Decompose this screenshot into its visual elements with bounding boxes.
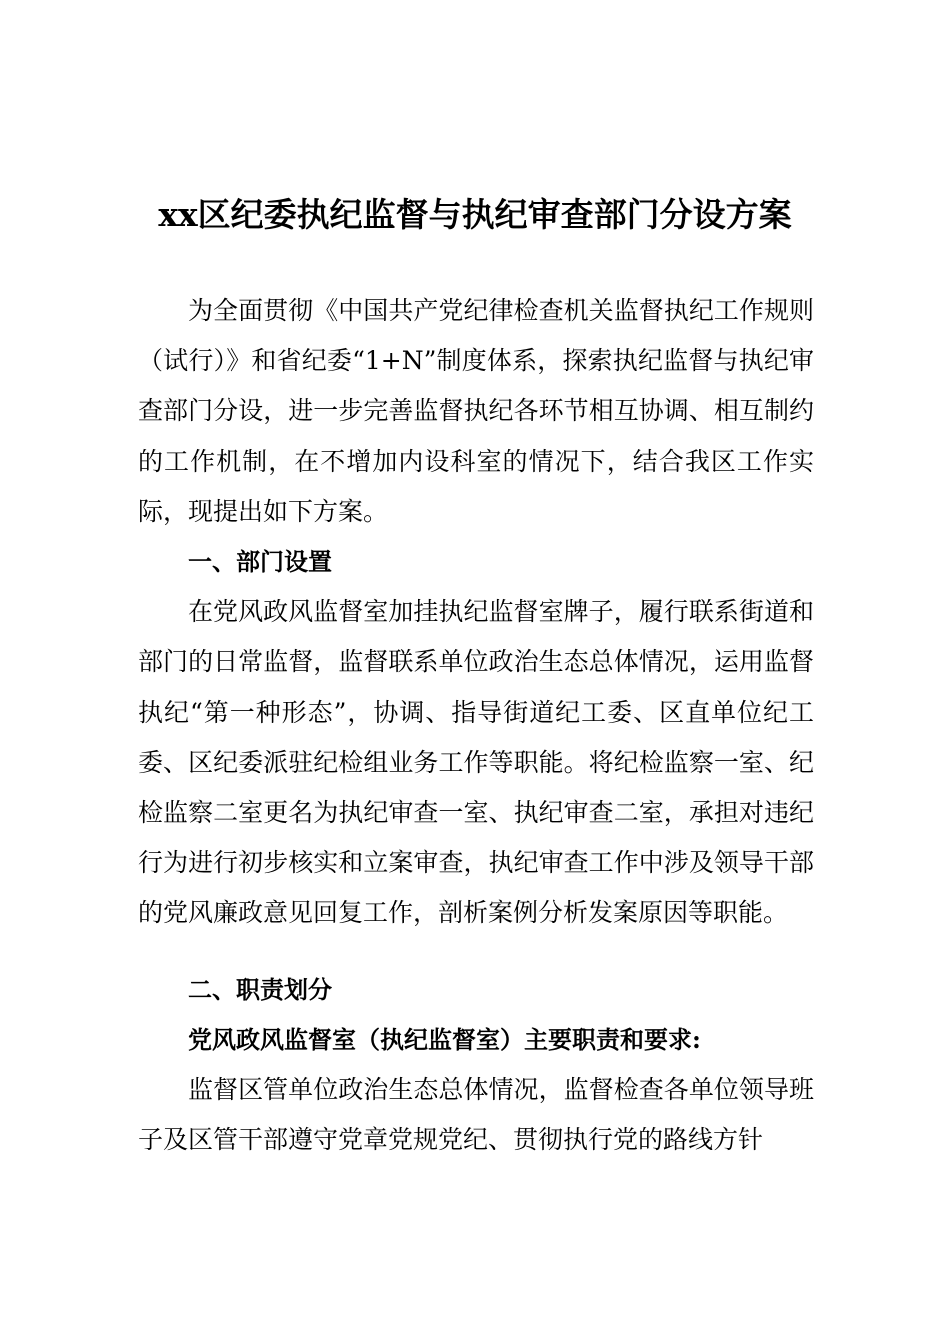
document-title: xx区纪委执纪监督与执纪审查部门分设方案 <box>158 195 792 234</box>
section-paragraph-supervision-office-duties: 监督区管单位政治生态总体情况，监督检查各单位领导班子及区管干部遵守党章党规党纪、贯彻执行党的路线方针 <box>138 1075 814 1155</box>
subheading-supervision-office-duties: 党风政风监督室（执纪监督室）主要职责和要求: <box>188 1024 701 1054</box>
document-body <box>138 286 814 1165</box>
intro-paragraph: 为全面贯彻《中国共产党纪律检查机关监督执纪工作规则（试行）》和省纪委“1+N”制度体系，探索执纪监督与执纪审查部门分设，进一步完善监督执纪各环节相互协调、相互制约的工作机制，在不增加内设科室的情况下，结合我区工作实际，现提出如下方案。 <box>138 296 814 526</box>
section-heading-duty-division: 二、职责划分 <box>188 975 332 1004</box>
section-heading-department-setup: 一、部门设置 <box>188 548 332 577</box>
section-paragraph-department-setup: 在党风政风监督室加挂执纪监督室牌子，履行联系街道和部门的日常监督，监督联系单位政治生态总体情况，运用监督执纪“第一种形态”，协调、指导街道纪工委、区直单位纪工委、区纪委派驻纪检组业务工作等职能。将纪检监察一室、纪检监察二室更名为执纪审查一室、执纪审查二室，承担对违纪行为进行初步核实和立案审查，执纪审查工作中涉及领导干部的党风廉政意见回复工作，剖析案例分析发案原因等职能。 <box>138 597 814 928</box>
